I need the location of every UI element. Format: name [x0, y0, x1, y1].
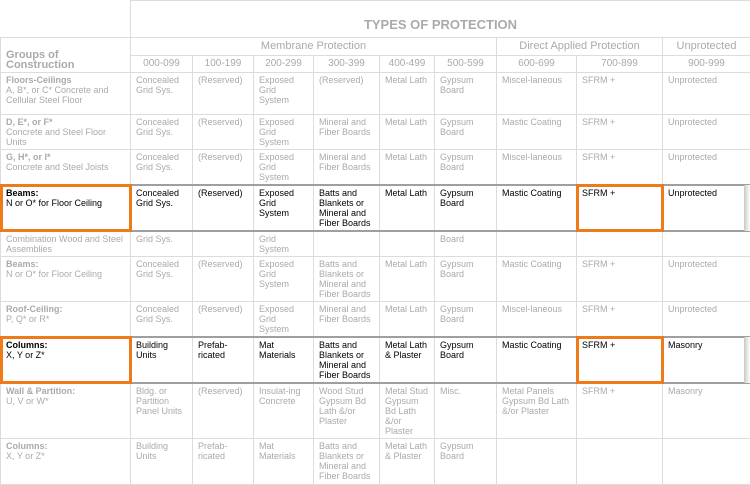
- table-row: [1, 150, 750, 186]
- protection-cell: SFRM +: [577, 257, 663, 302]
- range-header: 400-499: [380, 56, 435, 73]
- group-title: Beams:: [6, 259, 125, 269]
- table-row: [1, 185, 750, 231]
- protection-cell: Mastic Coating: [497, 337, 577, 383]
- protection-cell: (Reserved): [193, 302, 254, 338]
- membrane-protection-header: Membrane Protection: [131, 38, 497, 56]
- protection-cell: Mastic Coating: [497, 185, 577, 231]
- protection-cell: Board: [435, 231, 497, 257]
- protection-cell: Unprotected: [663, 150, 750, 186]
- protection-cell: Unprotected: [663, 73, 750, 115]
- protection-cell: Metal Lath & Plaster: [380, 439, 435, 485]
- protection-cell: (Reserved): [193, 73, 254, 115]
- protection-cell: SFRM +: [577, 73, 663, 115]
- protection-cell: Grid Sys.: [131, 231, 193, 257]
- group-subtitle: Combination Wood and Steel Assemblies: [6, 234, 125, 254]
- corner-cell: [1, 1, 131, 38]
- group-title: Roof-Ceiling:: [6, 304, 125, 314]
- protection-cell: [497, 439, 577, 485]
- protection-cell: SFRM +: [577, 383, 663, 439]
- protection-cell: (Reserved): [193, 150, 254, 186]
- protection-cell: Concealed Grid Sys.: [131, 302, 193, 338]
- protection-cell: SFRM +: [577, 337, 663, 383]
- group-subtitle: P, Q* or R*: [6, 314, 125, 324]
- row-edge-shadow: [744, 185, 750, 231]
- protection-cell: [663, 439, 750, 485]
- protection-cell: Gypsum Board: [435, 185, 497, 231]
- protection-cell: Wood Stud Gypsum Bd Lath &/or Plaster: [314, 383, 380, 439]
- protection-cell: Metal Lath: [380, 73, 435, 115]
- table-row: [1, 115, 750, 150]
- protection-cell: Exposed Grid System: [254, 115, 314, 150]
- protection-cell: (Reserved): [314, 73, 380, 115]
- row-edge-shadow: [744, 337, 750, 383]
- table-row: [1, 302, 750, 338]
- protection-cell: Metal Lath: [380, 150, 435, 186]
- protection-cell: Batts and Blankets or Mineral and Fiber Boards: [314, 439, 380, 485]
- table-row: [1, 337, 750, 383]
- protection-cell: Mat Materials: [254, 337, 314, 383]
- protection-cell: (Reserved): [193, 257, 254, 302]
- table-row: [1, 439, 750, 485]
- protection-cell: Masonry: [663, 337, 750, 383]
- protection-cell: [314, 231, 380, 257]
- protection-cell: Metal Panels Gypsum Bd Lath &/or Plaster: [497, 383, 577, 439]
- protection-cell: SFRM +: [577, 185, 663, 231]
- group-subtitle: X, Y or Z*: [6, 350, 125, 360]
- protection-cell: Prefab-ricated: [193, 337, 254, 383]
- protection-cell: Metal Lath: [380, 302, 435, 338]
- range-header: 300-399: [314, 56, 380, 73]
- construction-group-cell: [1, 257, 131, 302]
- range-header: 600-699: [497, 56, 577, 73]
- construction-group-cell: [1, 115, 131, 150]
- protection-cell: Unprotected: [663, 185, 750, 231]
- protection-cell: Metal Stud Gypsum Bd Lath &/or Plaster: [380, 383, 435, 439]
- protection-cell: Gypsum Board: [435, 439, 497, 485]
- table-row: [1, 231, 750, 257]
- direct-applied-header: Direct Applied Protection: [497, 38, 663, 56]
- protection-cell: Mat Materials: [254, 439, 314, 485]
- protection-cell: Grid System: [254, 231, 314, 257]
- protection-cell: [577, 439, 663, 485]
- protection-cell: SFRM +: [577, 115, 663, 150]
- group-subtitle: N or O* for Floor Ceiling: [6, 198, 125, 208]
- protection-cell: Mineral and Fiber Boards: [314, 302, 380, 338]
- protection-cell: Exposed Grid System: [254, 302, 314, 338]
- protection-cell: Miscel-laneous: [497, 302, 577, 338]
- protection-cell: Gypsum Board: [435, 257, 497, 302]
- protection-cell: Insulat-ing Concrete: [254, 383, 314, 439]
- group-subtitle: A, B*, or C* Concrete and Cellular Steel Floor: [6, 85, 125, 105]
- protection-cell: Gypsum Board: [435, 115, 497, 150]
- group-title: Wall & Partition:: [6, 386, 125, 396]
- protection-cell: Building Units: [131, 439, 193, 485]
- protection-cell: Mastic Coating: [497, 257, 577, 302]
- protection-cell: Unprotected: [663, 302, 750, 338]
- protection-cell: [193, 231, 254, 257]
- protection-cell: Metal Lath: [380, 185, 435, 231]
- group-subtitle: U, V or W*: [6, 396, 125, 406]
- range-header: 100-199: [193, 56, 254, 73]
- group-subtitle: Concrete and Steel Floor Units: [6, 127, 125, 147]
- protection-cell: Concealed Grid Sys.: [131, 73, 193, 115]
- construction-group-cell: [1, 150, 131, 186]
- protection-cell: Concealed Grid Sys.: [131, 185, 193, 231]
- construction-group-cell: [1, 302, 131, 338]
- protection-cell: Batts and Blankets or Mineral and Fiber Boards: [314, 337, 380, 383]
- construction-group-cell: [1, 439, 131, 485]
- protection-cell: SFRM +: [577, 150, 663, 186]
- protection-cell: Bldg. or Partition Panel Units: [131, 383, 193, 439]
- protection-cell: Miscel-laneous: [497, 73, 577, 115]
- protection-cell: Mineral and Fiber Boards: [314, 115, 380, 150]
- range-header: 700-899: [577, 56, 663, 73]
- protection-cell: [577, 231, 663, 257]
- construction-group-cell: [1, 185, 131, 231]
- group-subtitle: X, Y or Z*: [6, 451, 125, 461]
- protection-cell: Masonry: [663, 383, 750, 439]
- protection-cell: Batts and Blankets or Mineral and Fiber Boards: [314, 257, 380, 302]
- table-row: [1, 257, 750, 302]
- protection-cell: Exposed Grid System: [254, 185, 314, 231]
- construction-group-cell: [1, 73, 131, 115]
- groups-header: Groups of Construction: [1, 38, 131, 73]
- protection-cell: Metal Lath: [380, 115, 435, 150]
- construction-group-cell: [1, 231, 131, 257]
- group-title: Floors-Ceilings: [6, 75, 125, 85]
- group-title: Columns:: [6, 340, 125, 350]
- protection-cell: Mastic Coating: [497, 115, 577, 150]
- protection-cell: (Reserved): [193, 185, 254, 231]
- protection-cell: Mineral and Fiber Boards: [314, 150, 380, 186]
- protection-cell: Prefab-ricated: [193, 439, 254, 485]
- construction-group-cell: [1, 337, 131, 383]
- protection-cell: [663, 231, 750, 257]
- table-row: [1, 73, 750, 115]
- protection-cell: Gypsum Board: [435, 150, 497, 186]
- group-title: G, H*, or I*: [6, 152, 125, 162]
- protection-cell: Concealed Grid Sys.: [131, 257, 193, 302]
- table-title: TYPES OF PROTECTION: [131, 1, 750, 38]
- range-header: 500-599: [435, 56, 497, 73]
- protection-cell: Miscel-laneous: [497, 150, 577, 186]
- group-title: Columns:: [6, 441, 125, 451]
- group-title: Beams:: [6, 188, 125, 198]
- protection-cell: (Reserved): [193, 115, 254, 150]
- protection-cell: Gypsum Board: [435, 73, 497, 115]
- protection-cell: Concealed Grid Sys.: [131, 115, 193, 150]
- table-row: [1, 383, 750, 439]
- group-subtitle: N or O* for Floor Ceiling: [6, 269, 125, 279]
- protection-cell: SFRM +: [577, 302, 663, 338]
- protection-cell: Unprotected: [663, 257, 750, 302]
- construction-group-cell: [1, 383, 131, 439]
- protection-cell: [380, 231, 435, 257]
- group-title: D, E*, or F*: [6, 117, 125, 127]
- protection-cell: Metal Lath: [380, 257, 435, 302]
- range-header: 900-999: [663, 56, 750, 73]
- protection-cell: (Reserved): [193, 383, 254, 439]
- protection-cell: Unprotected: [663, 115, 750, 150]
- range-header: 200-299: [254, 56, 314, 73]
- protection-cell: Exposed Grid System: [254, 257, 314, 302]
- protection-cell: [497, 231, 577, 257]
- protection-cell: Misc.: [435, 383, 497, 439]
- protection-cell: Building Units: [131, 337, 193, 383]
- protection-cell: Gypsum Board: [435, 302, 497, 338]
- protection-cell: Metal Lath & Plaster: [380, 337, 435, 383]
- protection-cell: Exposed Grid System: [254, 73, 314, 115]
- protection-cell: Concealed Grid Sys.: [131, 150, 193, 186]
- protection-cell: Batts and Blankets or Mineral and Fiber Boards: [314, 185, 380, 231]
- protection-cell: Exposed Grid System: [254, 150, 314, 186]
- unprotected-header: Unprotected: [663, 38, 750, 56]
- protection-cell: Gypsum Board: [435, 337, 497, 383]
- group-subtitle: Concrete and Steel Joists: [6, 162, 125, 172]
- range-header: 000-099: [131, 56, 193, 73]
